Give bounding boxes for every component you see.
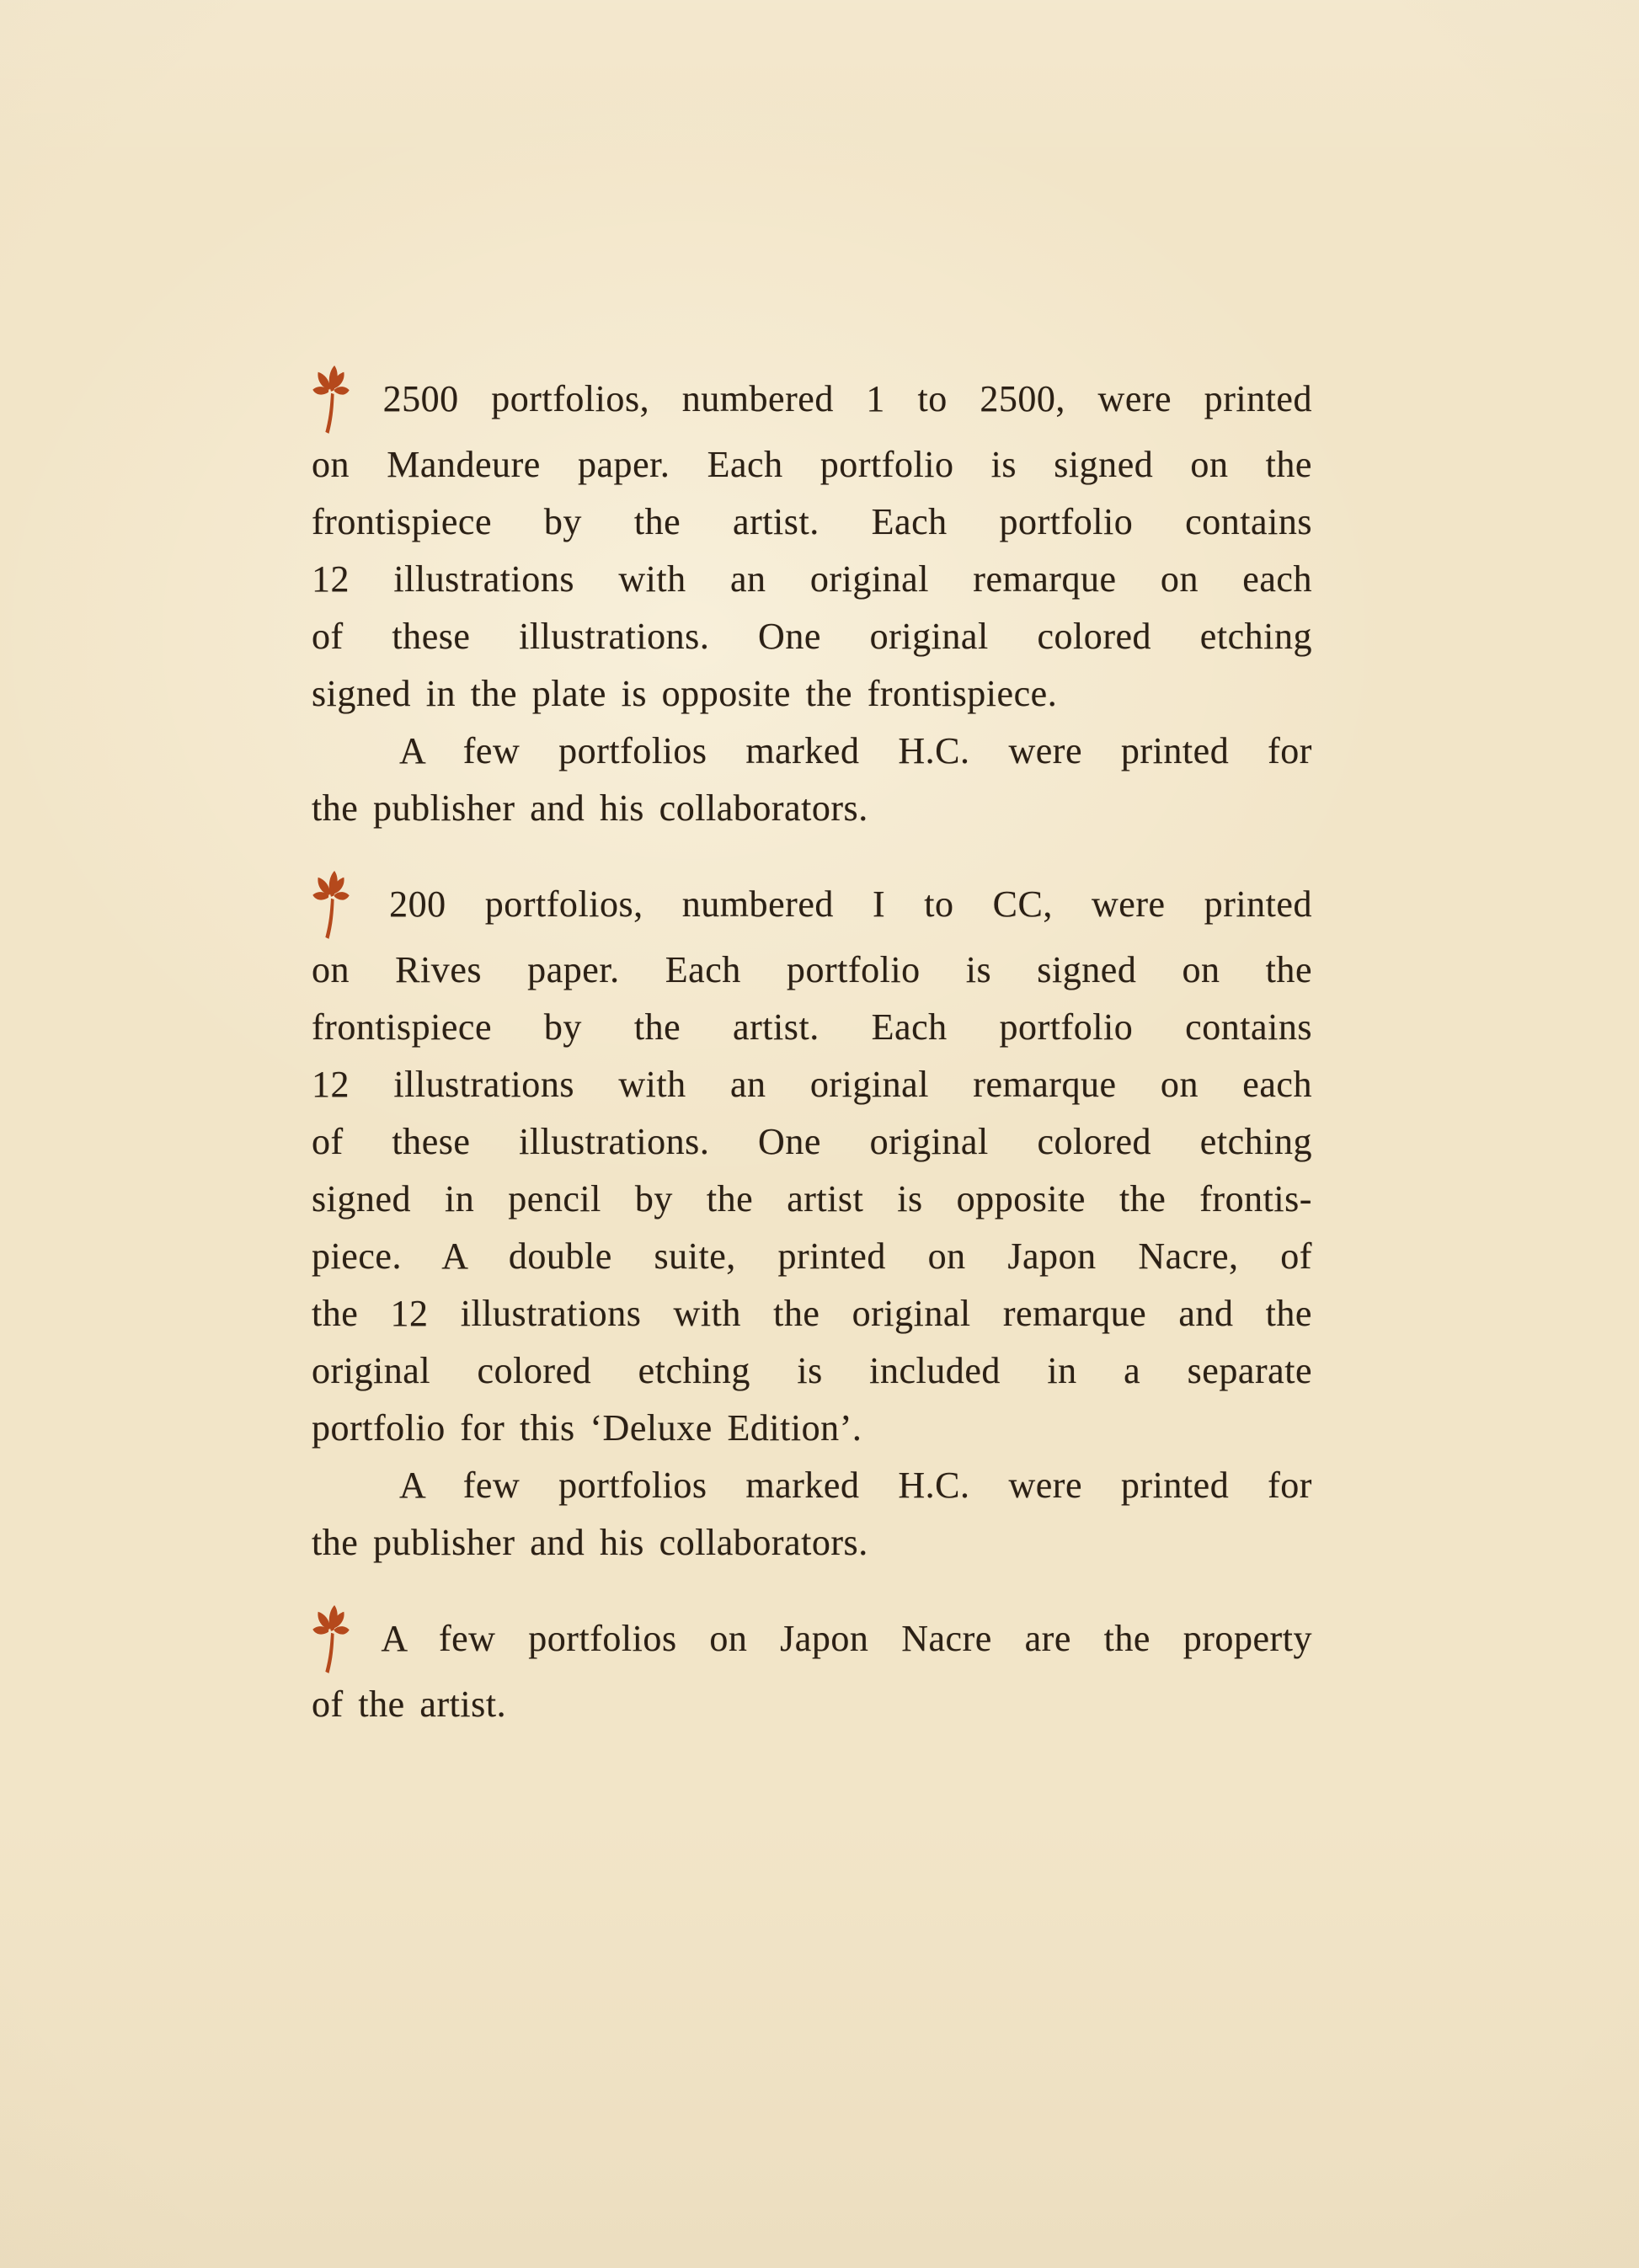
text-line — [312, 942, 1312, 999]
text-line — [312, 1342, 1312, 1400]
text-line — [312, 780, 1312, 837]
text-line — [312, 436, 1312, 494]
paragraph — [312, 364, 1312, 837]
line-text: of these illustrations. One original colored etching — [312, 1121, 1312, 1162]
line-text: the 12 illustrations with the original remarque and the — [312, 1293, 1312, 1334]
line-text: of the artist. — [312, 1684, 507, 1725]
line-text: signed in pencil by the artist is opposite the frontis- — [312, 1178, 1312, 1219]
line-text: the publisher and his collaborators. — [312, 1522, 868, 1563]
line-text: on Mandeure paper. Each portfolio is signed on the — [312, 444, 1312, 485]
line-text: frontispiece by the artist. Each portfolio contains — [312, 501, 1312, 542]
text-line — [312, 1604, 1312, 1676]
line-text: A few portfolios on Japon Nacre are the property — [381, 1618, 1312, 1659]
text-line — [312, 1113, 1312, 1171]
text-line — [312, 723, 1312, 780]
paragraph — [312, 1604, 1312, 1733]
text-line — [312, 1171, 1312, 1228]
line-text: 12 illustrations with an original remarque on each — [312, 1064, 1312, 1105]
line-text: 200 portfolios, numbered I to CC, were printed — [389, 883, 1312, 925]
text-line — [312, 1056, 1312, 1113]
line-text: 12 illustrations with an original remarque on each — [312, 558, 1312, 600]
text-line — [312, 364, 1312, 436]
fleuron-leaf-icon — [312, 869, 350, 942]
line-text: signed in the plate is opposite the frontispiece. — [312, 673, 1058, 714]
text-line — [312, 1457, 1312, 1514]
text-line — [312, 1514, 1312, 1572]
line-text: original colored etching is included in a separate — [312, 1350, 1312, 1391]
text-line — [312, 608, 1312, 665]
line-text: 2500 portfolios, numbered 1 to 2500, were printed — [382, 378, 1312, 419]
text-line — [312, 551, 1312, 608]
fleuron-leaf-icon — [312, 1604, 350, 1676]
line-text: A few portfolios marked H.C. were printed for — [399, 1465, 1312, 1506]
text-line — [312, 1228, 1312, 1285]
text-line — [312, 869, 1312, 942]
line-text: frontispiece by the artist. Each portfolio contains — [312, 1006, 1312, 1048]
text-line — [312, 665, 1312, 723]
line-text: portfolio for this ‘Deluxe Edition’. — [312, 1407, 862, 1449]
line-text: of these illustrations. One original colored etching — [312, 616, 1312, 657]
text-line — [312, 494, 1312, 551]
text-line — [312, 999, 1312, 1056]
text-line — [312, 1285, 1312, 1342]
text-block — [312, 364, 1312, 1733]
line-text: on Rives paper. Each portfolio is signed on the — [312, 949, 1312, 990]
line-text: the publisher and his collaborators. — [312, 787, 868, 829]
paragraph — [312, 869, 1312, 1572]
fleuron-leaf-icon — [312, 364, 350, 436]
text-line — [312, 1676, 1312, 1733]
line-text: A few portfolios marked H.C. were printed for — [399, 730, 1312, 771]
line-text: piece. A double suite, printed on Japon Nacre, of — [312, 1235, 1312, 1277]
text-line — [312, 1400, 1312, 1457]
